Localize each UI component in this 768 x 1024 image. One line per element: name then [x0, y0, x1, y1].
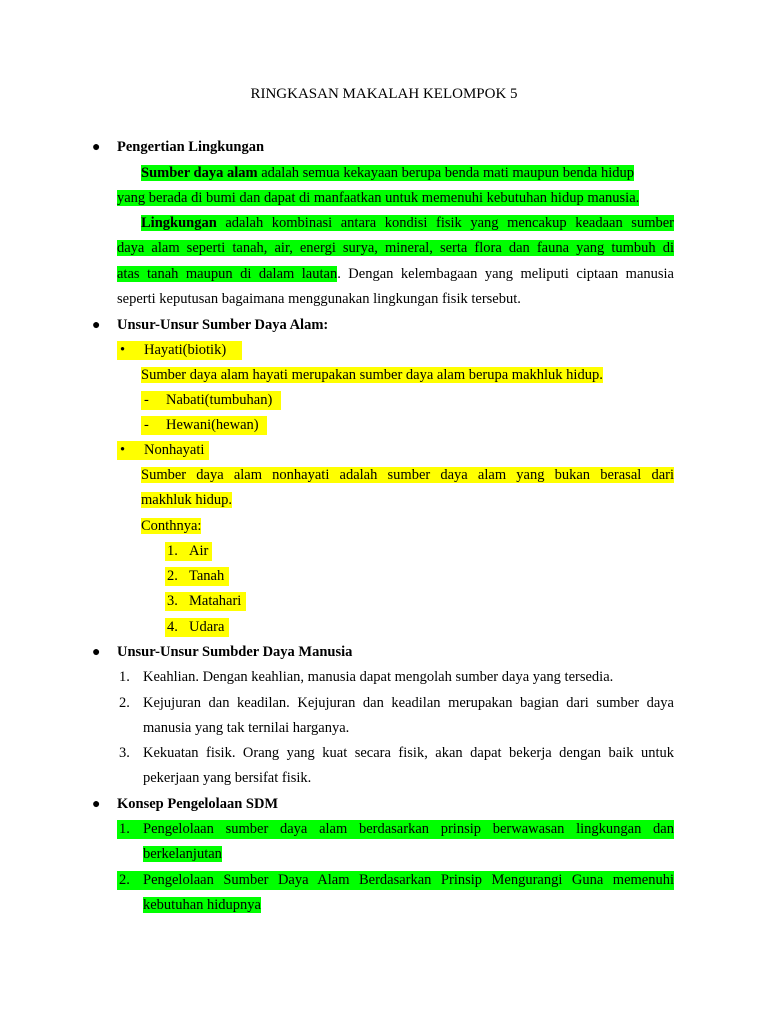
para2-line1: Lingkungan adalah kombinasi antara kondisi fisik yang mencakup keadaan sumber: [141, 215, 674, 231]
konsep-item-2-line1: 2. Pengelolaan Sumber Daya Alam Berdasarkan Prinsip Mengurangi Guna memenuhi: [119, 872, 674, 888]
konsep-item-1-line1: 1. Pengelolaan sumber daya alam berdasarkan prinsip berwawasan lingkungan dan: [119, 821, 674, 837]
contoh-label: Conthnya:: [141, 518, 202, 534]
hayati-item-nabati: - Nabati(tumbuhan): [141, 391, 281, 410]
bullet-icon: ●: [92, 797, 101, 812]
nonhayati-item-4: 4. Udara: [165, 618, 229, 637]
heading-pengertian: Pengertian Lingkungan: [117, 139, 265, 155]
para2-line4: seperti keputusan bagaimana menggunakan lingkungan fisik tersebut.: [117, 291, 521, 307]
term-sumber-daya-alam: Sumber daya alam: [141, 165, 258, 181]
bullet-icon: ●: [92, 140, 101, 155]
sdm-item-2-num: 2.: [119, 695, 130, 711]
konsep-item-2-line2: kebutuhan hidupnya: [143, 897, 261, 913]
nonhayati-desc-line1: Sumber daya alam nonhayati adalah sumber daya alam yang bukan berasal dari: [141, 467, 674, 483]
sdm-item-3-line1: Kekuatan fisik. Orang yang kuat secara fisik, akan dapat bekerja dengan baik untuk: [143, 745, 674, 761]
bullet-icon: •: [120, 442, 126, 458]
heading-unsur-sda: Unsur-Unsur Sumber Daya Alam:: [117, 317, 329, 333]
bullet-icon: ●: [92, 318, 101, 333]
sdm-item-3-line2: pekerjaan yang bersifat fisik.: [143, 770, 312, 786]
bullet-icon: •: [120, 342, 126, 358]
sdm-item-3-num: 3.: [119, 745, 130, 761]
nonhayati-item-1: 1. Air: [165, 542, 212, 561]
para2-line2: daya alam seperti tanah, air, energi surya, mineral, serta flora dan fauna yang tumbuh di: [117, 240, 674, 256]
para1-line2: yang berada di bumi dan dapat di manfaatkan untuk memenuhi kebutuhan hidup manusia.: [117, 190, 640, 206]
document-title: RINGKASAN MAKALAH KELOMPOK 5: [250, 86, 518, 102]
konsep-item-1-line2: berkelanjutan: [143, 846, 222, 862]
nonhayati-item-2: 2. Tanah: [165, 567, 229, 586]
item-nonhayati: • Nonhayati: [117, 441, 209, 460]
hayati-desc: Sumber daya alam hayati merupakan sumber daya alam berupa makhluk hidup.: [141, 367, 603, 383]
term-lingkungan: Lingkungan: [141, 215, 217, 231]
nonhayati-desc-line2: makhluk hidup.: [141, 492, 233, 508]
sdm-item-1-num: 1.: [119, 669, 130, 685]
item-hayati: • Hayati(biotik): [117, 341, 242, 360]
hayati-item-hewani: - Hewani(hewan): [141, 416, 267, 435]
heading-konsep: Konsep Pengelolaan SDM: [117, 796, 279, 812]
para1-line1: Sumber daya alam adalah semua kekayaan berupa benda mati maupun benda hidup: [141, 165, 635, 181]
bullet-icon: ●: [92, 645, 101, 660]
heading-unsur-sdm: Unsur-Unsur Sumbder Daya Manusia: [117, 644, 353, 660]
para2-line3: atas tanah maupun di dalam lautan. Dengan kelembagaan yang meliputi ciptaan manusia: [117, 266, 674, 282]
sdm-item-2-line1: Kejujuran dan keadilan. Kejujuran dan keadilan merupakan bagian dari sumber daya: [143, 695, 674, 711]
nonhayati-item-3: 3. Matahari: [165, 592, 246, 611]
sdm-item-1: Keahlian. Dengan keahlian, manusia dapat mengolah sumber daya yang tersedia.: [143, 669, 614, 685]
sdm-item-2-line2: manusia yang tak ternilai harganya.: [143, 720, 350, 736]
